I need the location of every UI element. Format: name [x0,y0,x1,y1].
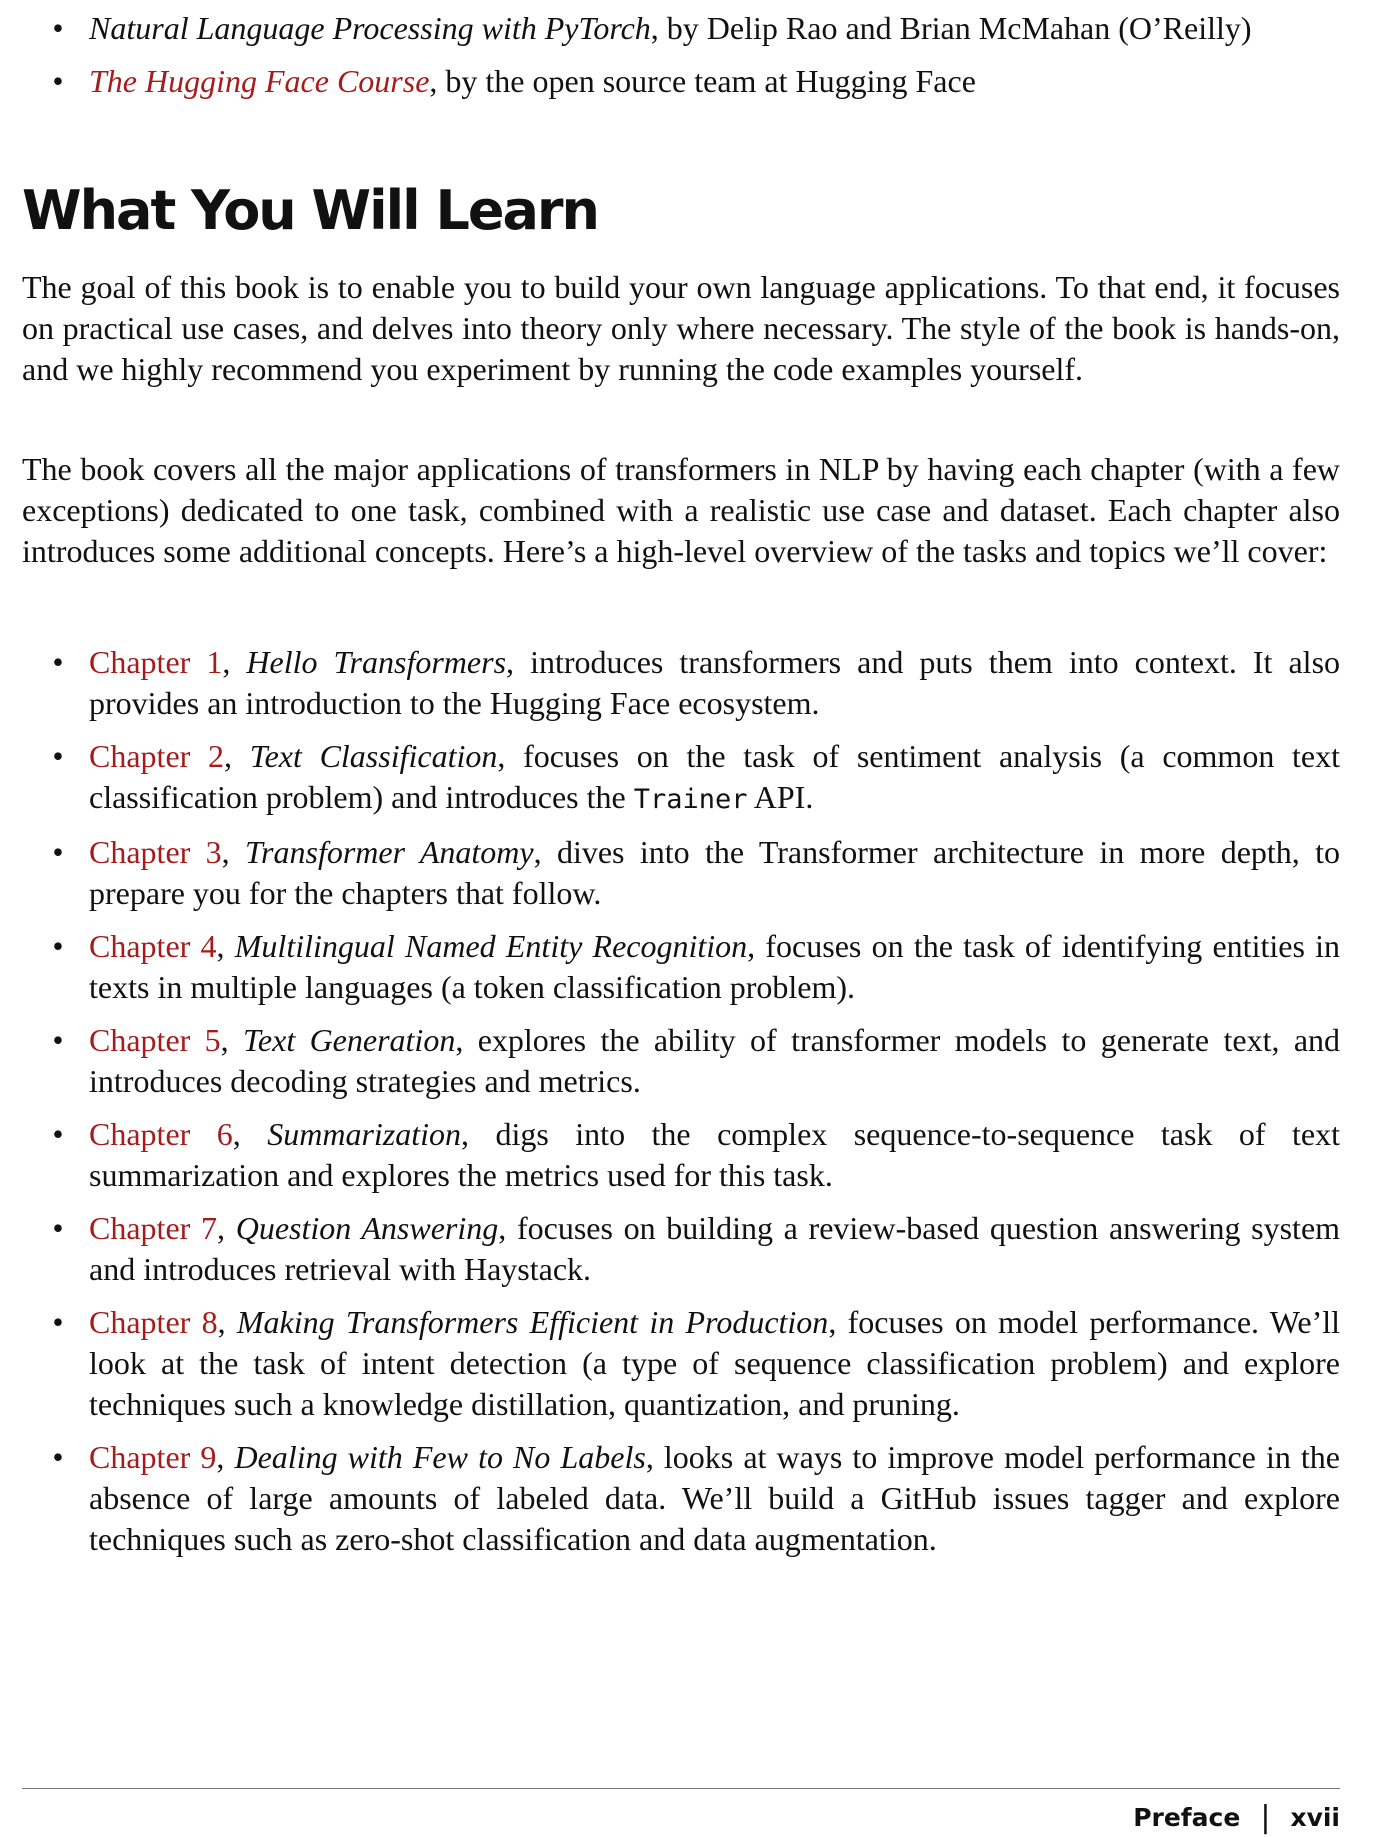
chapter-title: Hello Transformers [246,644,507,680]
chapter-link[interactable]: Chapter 9 [89,1439,217,1475]
paragraph: The book covers all the major applications of transformers in NLP by having each chapter (with a few exceptions) dedicated to one task, combined with a realistic use case and dataset. Each chapter also introduces some additional concepts. Here’s a high-level overview of the tasks and topics we’ll cover: [22,451,1340,569]
chapter-link[interactable]: Chapter 2 [89,738,224,774]
page-footer [1133,1800,1340,1835]
chapter-link[interactable]: Chapter 4 [89,928,217,964]
footer-separator: | [1260,1800,1271,1835]
bullet-icon: • [52,1210,64,1246]
chapter-item: • Chapter 2, Text Classification, focuses on the task of sentiment analysis (a common text classification problem) and introduces the Trainer API. [22,736,1340,820]
chapter-link[interactable]: Chapter 6 [89,1116,233,1152]
chapter-item: • Chapter 7, Question Answering, focuses on building a review-based question answering system and introduces retrieval with Haystack. [22,1208,1340,1290]
chapter-title: Summarization [267,1116,462,1152]
chapter-description: , focuses on model performance. We’ll look at the task of intent detection (a type of sequence classification problem) and explore techniques such a knowledge distillation, quantization, and pruning. [89,1304,1341,1422]
course-link[interactable]: The Hugging Face Course [89,63,430,99]
paragraph: The goal of this book is to enable you to build your own language applications. To that end, it focuses on practical use cases, and delves into theory only where necessary. The style of the book is hands-on, and we highly recommend you experiment by running the code examples yourself. [22,269,1340,387]
chapter-link[interactable]: Chapter 8 [89,1304,218,1340]
chapter-description: , focuses on building a review-based question answering system and introduces retrieval with Haystack. [89,1210,1341,1287]
bullet-icon: • [52,738,64,774]
bullet-icon: • [52,1022,64,1058]
chapter-title: Multilingual Named Entity Recognition [234,928,748,964]
chapter-list [22,642,1340,1572]
chapter-item: • Chapter 3, Transformer Anatomy, dives into the Transformer architecture in more depth, to prepare you for the chapters that follow. [22,832,1340,914]
chapter-link[interactable]: Chapter 5 [89,1022,221,1058]
book-title: Natural Language Processing with PyTorch [89,10,651,46]
chapter-description: , digs into the complex sequence-to-sequence task of text summarization and explores the metrics used for this task. [89,1116,1341,1193]
chapter-description: , introduces transformers and puts them into context. It also provides an introduction to the Hugging Face ecosystem. [89,644,1341,721]
reference-list [22,8,1340,114]
chapter-link[interactable]: Chapter 7 [89,1210,217,1246]
chapter-description: , focuses on the task of sentiment analysis (a common text classification problem) and introduces the [89,738,1340,815]
book-description: , by the open source team at Hugging Face [429,63,976,99]
chapter-item: • Chapter 5, Text Generation, explores the ability of transformer models to generate text, and introduces decoding strategies and metrics. [22,1020,1340,1102]
chapter-description: , explores the ability of transformer models to generate text, and introduces decoding strategies and metrics. [89,1022,1341,1099]
footer-section-name: Preface [1133,1803,1241,1832]
chapter-title: Dealing with Few to No Labels [234,1439,646,1475]
bullet-icon: • [52,1439,64,1475]
chapter-description: , looks at ways to improve model performance in the absence of large amounts of labeled data. We’ll build a GitHub issues tagger and explore techniques such as zero-shot classification and data augmentation. [89,1439,1341,1557]
page-number: xvii [1290,1803,1340,1832]
chapter-item: • Chapter 1, Hello Transformers, introduces transformers and puts them into context. It also provides an introduction to the Hugging Face ecosystem. [22,642,1340,724]
chapter-link[interactable]: Chapter 1 [89,644,223,680]
chapter-title: Transformer Anatomy [245,834,534,870]
chapter-description: , dives into the Transformer architecture in more depth, to prepare you for the chapters that follow. [89,834,1341,911]
footer-divider [22,1788,1340,1789]
chapter-title: Text Classification [249,738,498,774]
bullet-icon: • [52,63,64,99]
chapter-item: • Chapter 8, Making Transformers Efficient in Production, focuses on model performance. We’ll look at the task of intent detection (a type of sequence classification problem) and explore techniques such a knowledge distillation, quantization, and pruning. [22,1302,1340,1425]
chapter-link[interactable]: Chapter 3 [89,834,222,870]
bullet-icon: • [52,10,64,46]
chapter-title: Text Generation [243,1022,456,1058]
chapter-description-end: API. [747,779,814,815]
chapter-title: Making Transformers Efficient in Production [236,1304,829,1340]
chapter-description: , focuses on the task of identifying entities in texts in multiple languages (a token classification problem). [89,928,1341,1005]
chapter-item: • Chapter 4, Multilingual Named Entity Recognition, focuses on the task of identifying entities in texts in multiple languages (a token classification problem). [22,926,1340,1008]
bullet-icon: • [52,834,64,870]
bullet-icon: • [52,644,64,680]
section-heading: What You Will Learn [22,179,598,242]
bullet-icon: • [52,1116,64,1152]
book-description: , by Delip Rao and Brian McMahan (O’Reilly) [650,10,1252,46]
list-item [22,8,1340,49]
list-item [22,61,1340,102]
chapter-item: • Chapter 6, Summarization, digs into the complex sequence-to-sequence task of text summarization and explores the metrics used for this task. [22,1114,1340,1196]
chapter-item: • Chapter 9, Dealing with Few to No Labels, looks at ways to improve model performance in the absence of large amounts of labeled data. We’ll build a GitHub issues tagger and explore techniques such as zero-shot classification and data augmentation. [22,1437,1340,1560]
bullet-icon: • [52,1304,64,1340]
chapter-title: Question Answering [235,1210,499,1246]
bullet-icon: • [52,928,64,964]
code-term: Trainer [633,784,748,815]
